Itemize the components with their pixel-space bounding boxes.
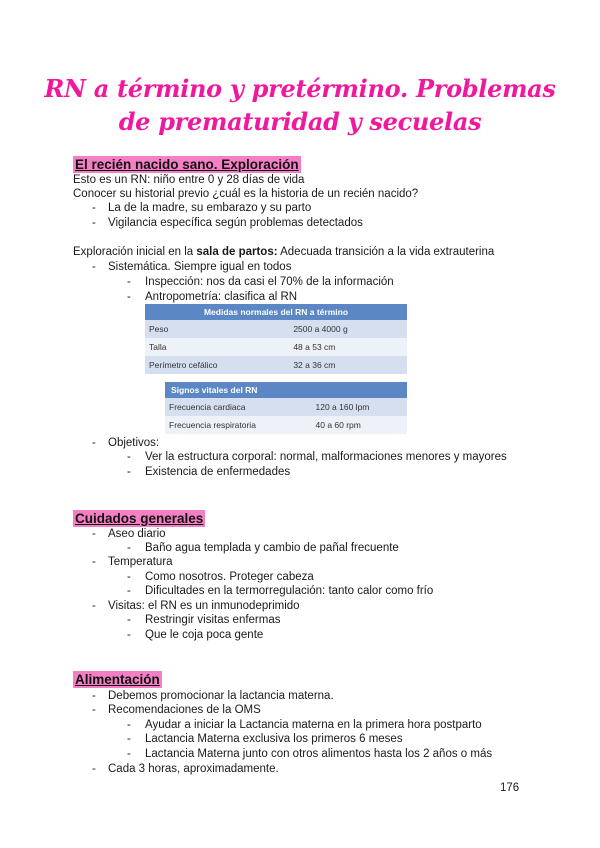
table-header: Medidas normales del RN a término [145, 304, 407, 320]
list-item: Visitas: el RN es un inmunodeprimido [108, 600, 300, 612]
dash: - [127, 571, 131, 583]
exploracion-line [73, 245, 494, 260]
list-item: Debemos promocionar la lactancia materna. [108, 690, 334, 702]
table-cell: 48 a 53 cm [289, 338, 407, 356]
dash: - [127, 291, 131, 303]
list-item: Lactancia Materna exclusiva los primeros 6 meses [145, 733, 403, 745]
section-heading-alimentacion: Alimentación [75, 672, 160, 687]
list-item: Existencia de enfermedades [145, 466, 291, 478]
dash: - [127, 585, 131, 597]
dash: - [127, 276, 131, 288]
list-item: Ver la estructura corporal: normal, malformaciones menores y mayores [145, 451, 507, 463]
list-item: Cada 3 horas, aproximadamente. [108, 763, 279, 775]
list-item: Recomendaciones de la OMS [108, 704, 261, 716]
section-heading-cuidados: Cuidados generales [75, 511, 204, 526]
signos-table [165, 382, 407, 434]
text-line: Esto es un RN: niño entre 0 y 28 días de vida [73, 174, 305, 186]
exploracion-post: Adecuada transición a la vida extrauterina [277, 246, 495, 258]
list-item: Lactancia Materna junto con otros alimentos hasta los 2 años o más [145, 748, 493, 760]
dash: - [127, 719, 131, 731]
dash: - [92, 437, 96, 449]
section-heading-exploracion: El recién nacido sano. Exploración [75, 157, 299, 172]
list-item: Vigilancia específica según problemas detectados [108, 217, 363, 229]
list-item: Objetivos: [108, 437, 160, 449]
exploracion-bold: sala de partos: [196, 246, 278, 258]
page-number: 176 [500, 782, 520, 794]
dash: - [92, 690, 96, 702]
table-row [145, 320, 407, 338]
list-item: Baño agua templada y cambio de pañal frecuente [145, 542, 399, 554]
dash: - [92, 763, 96, 775]
table-row [145, 338, 407, 356]
dash: - [127, 733, 131, 745]
table-cell: Perímetro cefálico [145, 356, 289, 374]
dash: - [92, 217, 96, 229]
list-item: Restringir visitas enfermas [145, 614, 281, 626]
dash: - [127, 466, 131, 478]
exploracion-pre: Exploración inicial en la [73, 246, 197, 258]
list-item: Que le coja poca gente [145, 629, 264, 641]
list-item: Como nosotros. Proteger cabeza [145, 571, 314, 583]
table-cell: 120 a 160 lpm [312, 398, 408, 416]
list-item: Aseo diario [108, 528, 166, 540]
dash: - [127, 451, 131, 463]
dash: - [127, 542, 131, 554]
table-cell: 32 a 36 cm [289, 356, 407, 374]
dash: - [92, 704, 96, 716]
list-item: Dificultades en la termorregulación: tanto calor como frío [145, 585, 434, 597]
table-cell: 40 a 60 rpm [312, 416, 408, 434]
table-cell: Peso [145, 320, 289, 338]
table-header: Signos vitales del RN [165, 382, 407, 398]
text-line: Conocer su historial previo ¿cuál es la historia de un recién nacido? [73, 188, 419, 200]
dash: - [92, 261, 96, 273]
list-item: Sistemática. Siempre igual en todos [108, 261, 292, 273]
dash: - [127, 748, 131, 760]
list-item: Temperatura [108, 556, 173, 568]
list-item: Inspección: nos da casi el 70% de la información [145, 276, 394, 288]
table-cell: Frecuencia cardiaca [165, 398, 312, 416]
table-cell: 2500 a 4000 g [289, 320, 407, 338]
list-item: Antropometría: clasifica al RN [145, 291, 298, 303]
table-cell: Talla [145, 338, 289, 356]
page-title: RN a término y pretérmino. Problemas de prematuridad y secuelas [44, 74, 556, 136]
dash: - [92, 556, 96, 568]
table-row [165, 416, 407, 434]
dash: - [127, 614, 131, 626]
table-row [165, 398, 407, 416]
table-row [145, 356, 407, 374]
list-item: La de la madre, su embarazo y su parto [108, 202, 312, 214]
medidas-table [145, 304, 407, 374]
dash: - [92, 528, 96, 540]
dash: - [127, 629, 131, 641]
table-cell: Frecuencia respiratoria [165, 416, 312, 434]
dash: - [92, 600, 96, 612]
list-item: Ayudar a iniciar la Lactancia materna en la primera hora postparto [145, 719, 482, 731]
dash: - [92, 202, 96, 214]
